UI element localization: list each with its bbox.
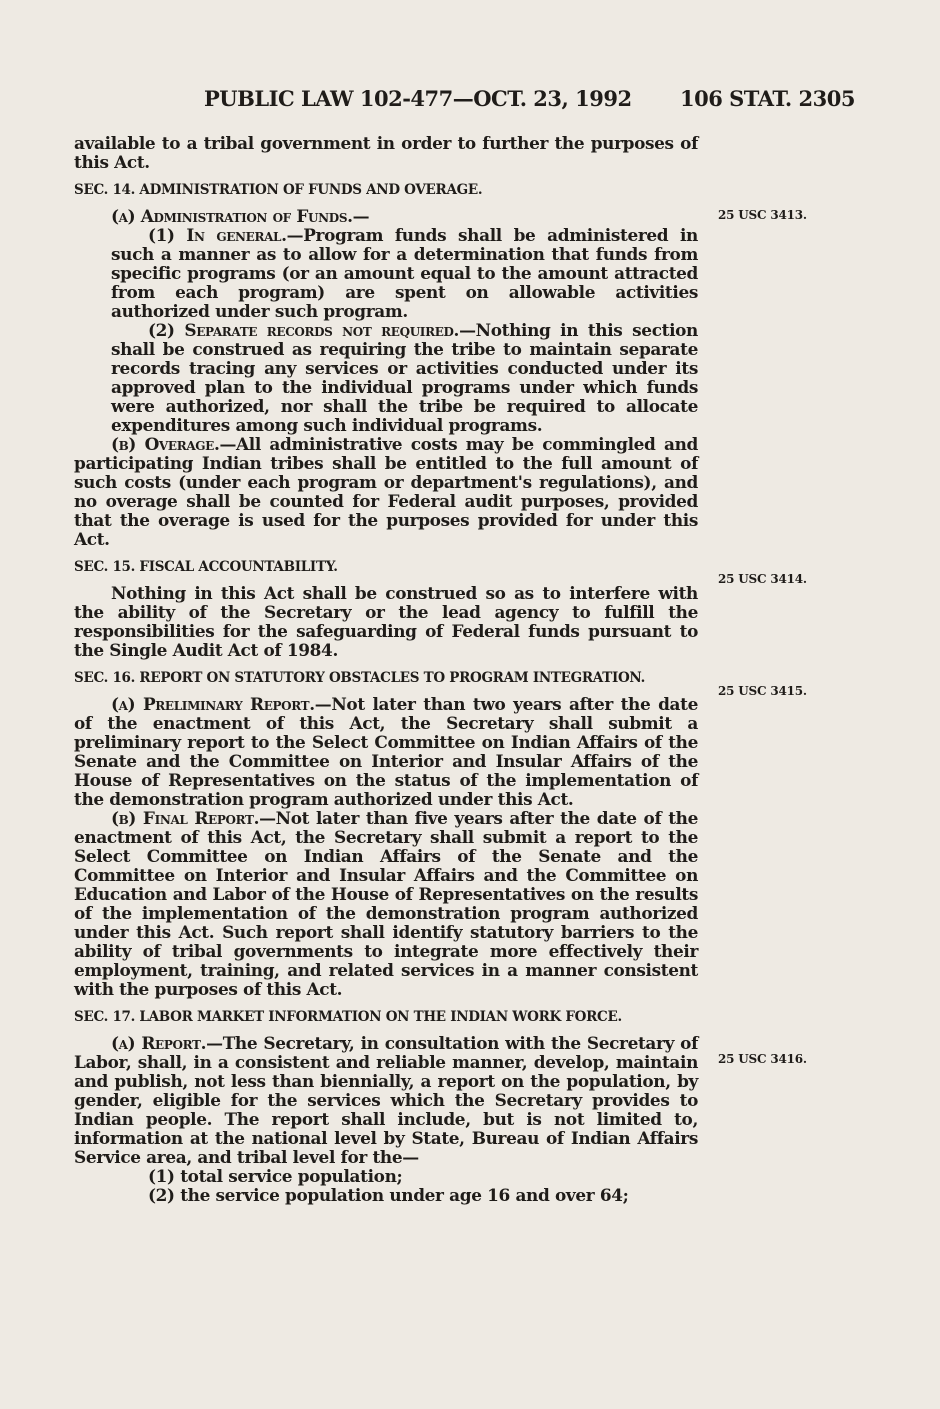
sec14-a2-paragraph: (2) Separate records not required.—Nothing in this section shall be construed as requiring the tribe to maintain separate records tracing any services or activities conducted under its approved plan to the individual programs under which funds were authorized, nor shall the tribe be required to allocate expenditures among such individual programs. [111,320,698,435]
running-head-stat: 106 STAT. 2305 [680,86,855,111]
margin-note-sec16: 25 USC 3415. [718,684,807,698]
sec15-heading: SEC. 15. FISCAL ACCOUNTABILITY. [74,559,338,575]
sec14-b-paragraph: (b) Overage.—All administrative costs may be commingled and participating Indian tribes shall be entitled to the full amount of such costs (under each program or department's regulations), and no overage shall be counted for Federal audit purposes, provided that the overage is used for the purposes provided for under this Act. [74,434,698,549]
sec14-a-heading: (a) Administration of Funds.— [111,206,370,226]
sec14-heading: SEC. 14. ADMINISTRATION OF FUNDS AND OVERAGE. [74,182,483,198]
sec17-item-2: (2) the service population under age 16 and over 64; [148,1185,629,1205]
margin-note-sec14: 25 USC 3413. [718,208,807,222]
sec16-a-paragraph: (a) Preliminary Report.—Not later than two years after the date of the enactment of this Act, the Secretary shall submit a preliminary report to the Select Committee on Indian Affairs of the Senate and the Committee on Interior and Insular Affairs of the House of Representatives on the status of the implementation of the demonstration program authorized under this Act. [74,694,698,809]
running-head-title: PUBLIC LAW 102-477—OCT. 23, 1992 [204,86,632,111]
sec17-heading: SEC. 17. LABOR MARKET INFORMATION ON THE INDIAN WORK FORCE. [74,1009,622,1025]
sec14-a1-paragraph: (1) In general.—Program funds shall be administered in such a manner as to allow for a determination that funds from specific programs (or an amount equal to the amount attracted from each program) are spent on allowable activities authorized under such program. [111,225,698,321]
sec16-heading: SEC. 16. REPORT ON STATUTORY OBSTACLES TO PROGRAM INTEGRATION. [74,670,645,686]
body-text [74,134,698,1205]
sec16-b-paragraph: (b) Final Report.—Not later than five years after the date of the enactment of this Act, the Secretary shall submit a report to the Select Committee on Indian Affairs of the Senate and the Committee on Interior and Insular Affairs and the Committee on Education and Labor of the House of Representatives on the results of the implementation of the demonstration program authorized under this Act. Such report shall identify statutory barriers to the ability of tribal governments to integrate more effectively their employment, training, and related services in a manner consistent with the purposes of this Act. [74,808,698,999]
margin-note-sec17: 25 USC 3416. [718,1052,807,1066]
sec17-a-paragraph: (a) Report.—The Secretary, in consultation with the Secretary of Labor, shall, in a consistent and reliable manner, develop, maintain and publish, not less than biennially, a report on the population, by gender, eligible for the services which the Secretary provides to Indian people. The report shall include, but is not limited to, information at the national level by State, Bureau of Indian Affairs Service area, and tribal level for the— [74,1033,698,1167]
continuation-paragraph: available to a tribal government in order to further the purposes of this Act. [74,133,698,172]
sec15-paragraph: Nothing in this Act shall be construed so as to interfere with the ability of the Secretary or the lead agency to fulfill the responsibilities for the safeguarding of Federal funds pursuant to the Single Audit Act of 1984. [74,583,698,660]
margin-note-sec15: 25 USC 3414. [718,572,807,586]
sec17-items [74,1167,698,1205]
sec17-item-1: (1) total service population; [148,1166,403,1186]
